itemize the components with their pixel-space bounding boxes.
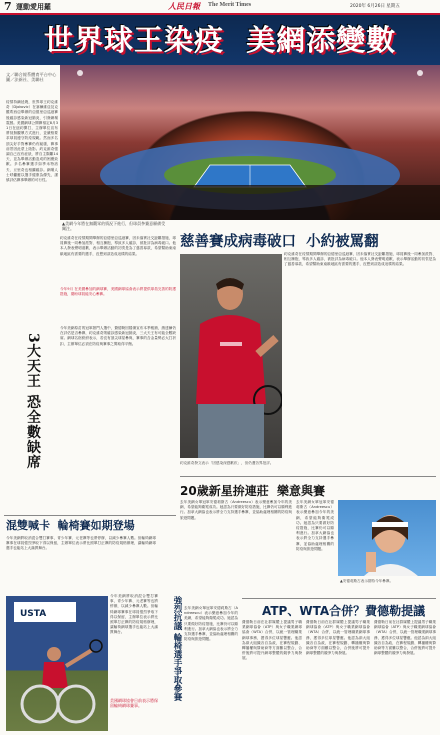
stadium-caption: ▲美網今年將在無觀眾的情況下進行，但球員參賽意願備受關注。	[62, 221, 166, 232]
atp-headline: ATP、WTA合併？費德勒提議	[262, 604, 426, 618]
column-quote: 今年9月 在美國參加的網球賽，美國網球協會表示將提供球員完善的防護措施，期盼球員能安心參賽。	[60, 287, 176, 297]
atp-body-col3: 費德勒日前在社群媒體上提議男子職業網球協會（ATP）與女子職業網球協會（WTA）合併，以統一管理職業網球事務，獲得多位球星響應。他認為兩大組織各自為政，在賽程規劃、轉播權與贊助商等方面難以整合，合併後將可提升網球整體的競爭力與發展。	[374, 620, 436, 656]
section-name: 運動愛用羅	[16, 3, 51, 11]
djokovic-photo	[180, 254, 282, 458]
andreescu-caption: ▲安德莉斯古表示期待今年參賽。	[340, 579, 394, 583]
charity-headline: 慈善賽成病毒破口 小約被罵翻	[180, 234, 379, 250]
wheelchair-photo	[6, 596, 108, 731]
charity-body: 約克維奇在疫情期間舉辦的亞德里亞巡迴賽，因未落實社交距離措施，球員賽後一同參加派對、相互擁抱，導致多人確診，被批評為病毒破口。他本人發表聲明道歉，表示舉辦活動的初衷是為了慈善募款，希望幫助東南歐地區有需要的選手，沒想到卻造成這樣的結果。	[60, 236, 176, 256]
divider-left	[4, 515, 176, 516]
andreescu-illustration	[338, 500, 436, 576]
divider-center	[180, 476, 436, 477]
newstar-body: 去年美網女單冠軍安德莉斯古（Andreescu）表示樂意參加今年的美網，希望能夠衛冕成功。她認為只要做好防疫措施，比賽仍可以順利進行。加拿大網協也表示將全力支持選手參賽，並協助處理相關的防疫與旅遊問題。	[180, 500, 292, 520]
wheelchair-headline: 混雙喊卡 輪椅賽如期登場	[6, 519, 135, 532]
stadium-illustration	[60, 65, 440, 220]
newstar-body-continued: 去年美網女單冠軍安德莉斯古（Andreescu）表示樂意參加今年的美網，希望能夠衛冕成功。她認為只要做好防疫措施，比賽仍可以順利進行。加拿大網協也表示將全力支持選手參賽，並協助處理相關的防疫與旅遊問題。	[296, 500, 334, 551]
side-body: 去年美網女單冠軍安德莉斯古（Andreescu）表示樂意參加今年的美網，希望能夠衛冕成功。她認為只要做好防疫措施，比賽仍可以順利進行。加拿大網協也表示將全力支持選手參賽，並協助處理相關的防疫與旅遊問題。	[184, 606, 238, 642]
atp-body-col2: 費德勒日前在社群媒體上提議男子職業網球協會（ATP）與女子職業網球協會（WTA）合併，以統一管理職業網球事務，獲得多位球星響應。他認為兩大組織各自為政，在賽程規劃、轉播權與贊助商等方面難以整合，合併後將可提升網球整體的競爭力與發展。	[306, 620, 370, 656]
page-number: 7	[4, 0, 12, 13]
djokovic-caption: 約克維奇發文表示「因感染深感歉疚」，但仍遭各界批評。	[180, 461, 274, 465]
wheelchair-body: 今年美網將取消混合雙打賽事，青少年賽、元老賽等也將停辦，以減少參賽人數。但輪椅網球賽事在球員強烈爭取下得以保留，主辦單位表示將比照單打正賽的防疫規格辦理，讓輪椅網球選手也能站上大滿貫舞台。	[6, 536, 156, 551]
lead-byline: 文／聯合報系體育平台中心 圖／法新社、美聯社	[6, 72, 57, 83]
side-vertical-headline: 強烈抗議 輪椅選手爭取參賽	[172, 596, 182, 701]
column-headline: 3大天王 恐全數缺席	[25, 333, 41, 470]
wheelchair-caption: 美國網球協會日前表示將保留輪椅網球賽事。	[110, 698, 158, 709]
svg-text:USTA: USTA	[20, 609, 47, 619]
charity-body-continued: 約克維奇在疫情期間舉辦的亞德里亞巡迴賽，因未落實社交距離措施，球員賽後一同參加派對、相互擁抱，導致多人確診，被批評為病毒破口。他本人發表聲明道歉，表示舉辦活動的初衷是為了慈善募款，希望幫助東南歐地區有需要的選手，沒想到卻造成這樣的結果。	[284, 252, 436, 267]
main-headline: 世界球王染疫 美網添變數	[43, 23, 397, 57]
issue-date: 2020年 6月26日 星期五	[350, 4, 400, 9]
masthead-en: The Merit Times	[208, 2, 252, 8]
page-header	[0, 0, 440, 13]
divider-right	[242, 598, 436, 599]
player-illustration	[180, 254, 282, 458]
wheelchair-body-continued: 今年美網將取消混合雙打賽事，青少年賽、元老賽等也將停辦，以減少參賽人數。但輪椅網球賽事在球員強烈爭取下得以保留，主辦單位表示將比照單打正賽的防疫規格辦理，讓輪椅網球選手也能站上大滿貫舞台。	[110, 594, 158, 635]
column-body: 今年美網原訂的冠軍熱門人選中，費德勒因膝傷宣布本季報銷，納達爾仍在評估是否參賽，約克維奇則確診感染新冠肺炎，三大天王有可能全數缺席。網球名宿紛紛表示，若沒有頂尖球星參與，賽事的含金量勢必大打折扣，主辦單位必須在防疫與賽事之間取得平衡。	[60, 326, 176, 346]
stadium-photo	[60, 65, 440, 220]
atp-body: 費德勒日前在社群媒體上提議男子職業網球協會（ATP）與女子職業網球協會（WTA）合併，以統一管理職業網球事務，獲得多位球星響應。他認為兩大組織各自為政，在賽程規劃、轉播權與贊助商等方面難以整合，合併後將可提升網球整體的競爭力與發展。	[242, 620, 302, 661]
andreescu-photo	[338, 500, 436, 576]
lead-body: 疫情持續延燒，世界球王約克維奇（Djokovic）在塞爾維亞及克羅埃西亞舉辦的亞德里亞巡迴賽後確診感染新冠肺炎，引發網壇震撼。美國網球公開賽預定8月31日在紐約開打，主辦單位宣布將採無觀眾方式進行，並嚴格要求球員遵守防疫規範。然而多名頂尖好手對參賽仍有疑慮，賽事前景因此蒙上陰影。約克維奇強調自己沒有症狀，將自主隔離14天，並為舉辦活動造成的困擾致歉。多名參賽選手如季米特洛夫、丘里奇也相繼確診。網壇人士呼籲應以選手健康為優先，謹慎評估賽事舉辦的可行性。	[6, 100, 58, 183]
newstar-headline: 20歲新星拚連莊 樂意與賽	[180, 484, 326, 498]
masthead-cn: 人民日報	[168, 1, 200, 11]
wheelchair-illustration	[6, 596, 108, 731]
